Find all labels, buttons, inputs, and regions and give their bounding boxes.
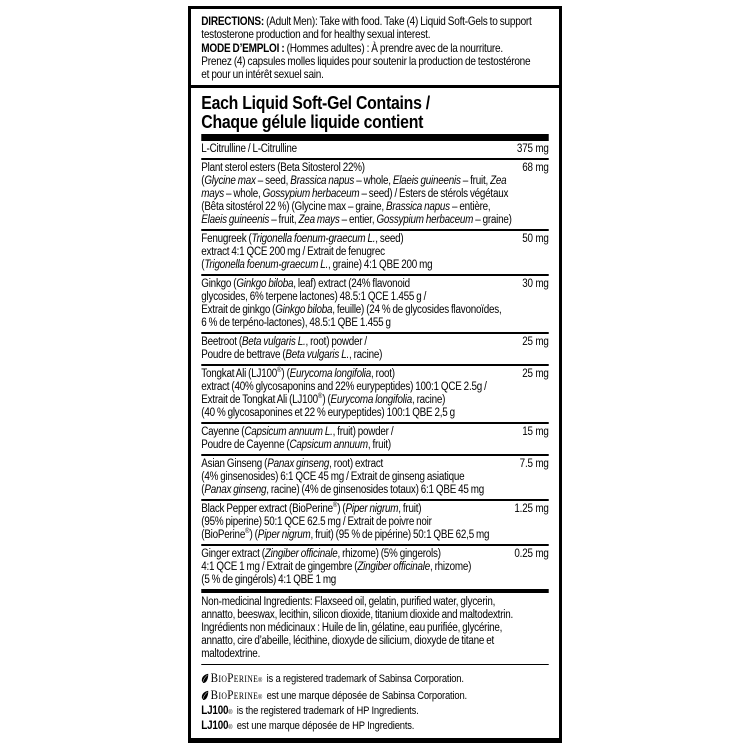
- directions-line: MODE D’EMPLOI : (Hommes adultes) : À prendre avec de la nourriture.: [201, 41, 503, 55]
- ingredient-line: Extrait de Tongkat Ali (LJ100®) (Eurycoma longifolia, racine): [201, 393, 446, 407]
- ingredient-line: Poudre de bettrave (Beta vulgaris L., racine): [201, 349, 383, 362]
- ingredient-name: Black Pepper extract (BioPerine®) (Piper nigrum, fruit): [201, 502, 422, 516]
- directions-line: Prenez (4) capsules molles liquides pour soutenir la production de testostérone: [201, 54, 531, 68]
- ingredient-line: (5 % de gingérols) 4:1 QBE 1 mg: [201, 574, 337, 587]
- ingredient-row: [201, 141, 548, 160]
- ingredient-name: Fenugreek (Trigonella foenum-graecum L., seed): [201, 233, 404, 246]
- ingredient-row-top: [201, 278, 548, 291]
- ingredient-line: (Glycine max – seed, Brassica napus – whole, Elaeis guineenis – fruit, Zea: [201, 175, 507, 188]
- trademark-row: LJ100 ® is the registered trademark of HP Ingredients.: [201, 705, 419, 718]
- ingredient-list: [191, 141, 559, 589]
- trademark-brand: BioPerine: [210, 687, 259, 703]
- trademark-text: is the registered trademark of HP Ingredients.: [236, 705, 419, 718]
- directions-text: [201, 15, 548, 81]
- directions-line: testosterone production and for healthy sexual interest.: [201, 28, 431, 42]
- trademark-row: BioPerine ® est une marque déposée de Sabinsa Corporation.: [201, 688, 548, 703]
- ingredient-row-top: [201, 143, 548, 156]
- non-medicinal-section: [191, 593, 559, 664]
- ingredient-row-top: [201, 458, 548, 471]
- trademark-brand: LJ100: [201, 720, 229, 733]
- trademark-brand: LJ100: [201, 705, 229, 718]
- ingredient-line: Poudre de Cayenne (Capsicum annuum, fruit): [201, 439, 391, 452]
- non-medicinal-text: [201, 596, 548, 661]
- ingredient-row-top: [201, 426, 548, 439]
- ingredient-amount: 68 mg: [522, 162, 549, 175]
- ingredient-line: 4:1 QCE 1 mg / Extrait de gingembre (Zingiber officinale, rhizome): [201, 561, 472, 574]
- ingredient-row-top: [201, 336, 548, 349]
- ingredient-name: Ginkgo (Ginkgo biloba, leaf) extract (24% flavonoid: [201, 278, 410, 291]
- ingredient-amount: 50 mg: [522, 233, 549, 246]
- ingredient-row: [201, 366, 548, 424]
- ingredient-amount: 0.25 mg: [514, 548, 549, 561]
- ingredient-name: Plant sterol esters (Beta Sitosterol 22%): [201, 162, 365, 175]
- ingredient-line: (Trigonella foenum-graecum L., graine) 4:1 QBE 200 mg: [201, 259, 433, 272]
- ingredient-line: 6 % de terpéno-lactones), 48.5:1 QBE 1.455 g: [201, 317, 391, 330]
- non-medicinal-line: Ingrédients non médicinaux : Huile de lin, gélatine, eau purifiée, glycérine,: [201, 622, 503, 635]
- leaf-icon: [201, 690, 209, 701]
- ingredient-line: (4% ginsenosides) 6:1 QCE 45 mg / Extrait de ginseng asiatique: [201, 471, 465, 484]
- ingredient-line: (Bêta sitostérol 22 %) (Glycine max – graine, Brassica napus – entière,: [201, 201, 491, 214]
- trademark-text: est une marque déposée de Sabinsa Corporation.: [266, 690, 467, 703]
- ingredient-line: (95% piperine) 50:1 QCE 62.5 mg / Extrait de poivre noir: [201, 516, 432, 529]
- ingredient-row: [201, 456, 548, 501]
- trademark-section: [191, 665, 559, 738]
- ingredient-line: extract 4:1 QCE 200 mg / Extrait de fenugrec: [201, 246, 385, 259]
- non-medicinal-line: annatto, beeswax, lecithin, silicon dioxide, titanium dioxide and maltodextrin.: [201, 609, 514, 622]
- directions-line: DIRECTIONS: (Adult Men): Take with food. Take (4) Liquid Soft-Gels to support: [201, 15, 532, 28]
- ingredient-line: (Panax ginseng, racine) (4% de ginsenosides totaux) 6:1 QBE 45 mg: [201, 484, 484, 497]
- ingredient-amount: 7.5 mg: [519, 458, 549, 471]
- ingredient-row-top: [201, 162, 548, 175]
- ingredient-row: [201, 231, 548, 276]
- ingredient-line: Extrait de ginkgo (Ginkgo biloba, feuille) (24 % de glycosides flavonoïdes,: [201, 304, 502, 317]
- ingredient-name: L-Citrulline / L-Citrulline: [201, 143, 297, 156]
- ingredient-line: extract (40% glycosaponins and 22% eurypeptides) 100:1 QCE 2.5g /: [201, 381, 487, 394]
- ingredient-line: (40 % glycosaponines et 22 % eurypeptides) 100:1 QBE 2,5 g: [201, 407, 455, 420]
- label-content: [191, 9, 559, 738]
- ingredient-line: (BioPerine®) (Piper nigrum, fruit) (95 % de pipérine) 50:1 QBE 62,5 mg: [201, 528, 490, 542]
- directions-section: [191, 9, 559, 88]
- ingredient-name: Tongkat Ali (LJ100®) (Eurycoma longifolia, root): [201, 367, 395, 381]
- ingredient-amount: 25 mg: [522, 336, 549, 349]
- header-divider-bar: [201, 134, 548, 141]
- non-medicinal-line: Non-medicinal Ingredients: Flaxseed oil, gelatin, purified water, glycerin,: [201, 596, 496, 609]
- ingredient-name: Asian Ginseng (Panax ginseng, root) extract: [201, 458, 384, 471]
- trademark-row: LJ100 ® est une marque déposée de HP Ingredients.: [201, 720, 415, 733]
- ingredient-line: Elaeis guineenis – fruit, Zea mays – entier, Gossypium herbaceum – graine): [201, 214, 512, 227]
- contains-header: [191, 88, 559, 134]
- ingredient-row: [201, 160, 548, 231]
- ingredient-row: [201, 546, 548, 589]
- ingredient-name: Beetroot (Beta vulgaris L., root) powder /: [201, 336, 367, 349]
- ingredient-row-top: [201, 503, 548, 516]
- ingredient-name: Ginger extract (Zingiber officinale, rhizome) (5% gingerols): [201, 548, 441, 561]
- ingredient-row: [201, 276, 548, 334]
- supplement-facts-label: [188, 6, 562, 743]
- trademark-text: est une marque déposée de HP Ingredients.: [236, 720, 415, 733]
- trademark-row: BioPerine ® is a registered trademark of Sabinsa Corporation.: [201, 671, 548, 686]
- ingredient-amount: 15 mg: [522, 426, 549, 439]
- trademark-brand: BioPerine: [210, 670, 259, 686]
- non-medicinal-line: maltodextrine.: [201, 648, 261, 661]
- ingredient-row-top: [201, 548, 548, 561]
- ingredient-amount: 30 mg: [522, 278, 549, 291]
- ingredient-amount: 1.25 mg: [514, 503, 549, 516]
- ingredient-line: mays – whole, Gossypium herbaceum – seed) / Esters de stérols végétaux: [201, 188, 509, 201]
- leaf-icon: [201, 673, 209, 684]
- contains-header-fr: Chaque gélule liquide contient: [201, 111, 424, 133]
- ingredient-row: [201, 501, 548, 546]
- ingredient-amount: 25 mg: [522, 368, 549, 381]
- ingredient-row: [201, 424, 548, 456]
- ingredient-amount: 375 mg: [516, 143, 549, 156]
- ingredient-row: [201, 334, 548, 366]
- trademark-text: is a registered trademark of Sabinsa Corporation.: [266, 673, 464, 686]
- ingredient-row-top: [201, 233, 548, 246]
- directions-line: et pour un intérêt sexuel sain.: [201, 68, 324, 82]
- contains-header-en: Each Liquid Soft-Gel Contains /: [201, 92, 430, 114]
- ingredient-line: glycosides, 6% terpene lactones) 48.5:1 QCE 1.455 g /: [201, 291, 427, 304]
- non-medicinal-line: annatto, cire d’abeille, lécithine, dioxyde de silicium, dioxyde de titane et: [201, 635, 495, 648]
- ingredient-row-top: [201, 368, 548, 381]
- ingredient-name: Cayenne (Capsicum annuum L., fruit) powder /: [201, 426, 394, 439]
